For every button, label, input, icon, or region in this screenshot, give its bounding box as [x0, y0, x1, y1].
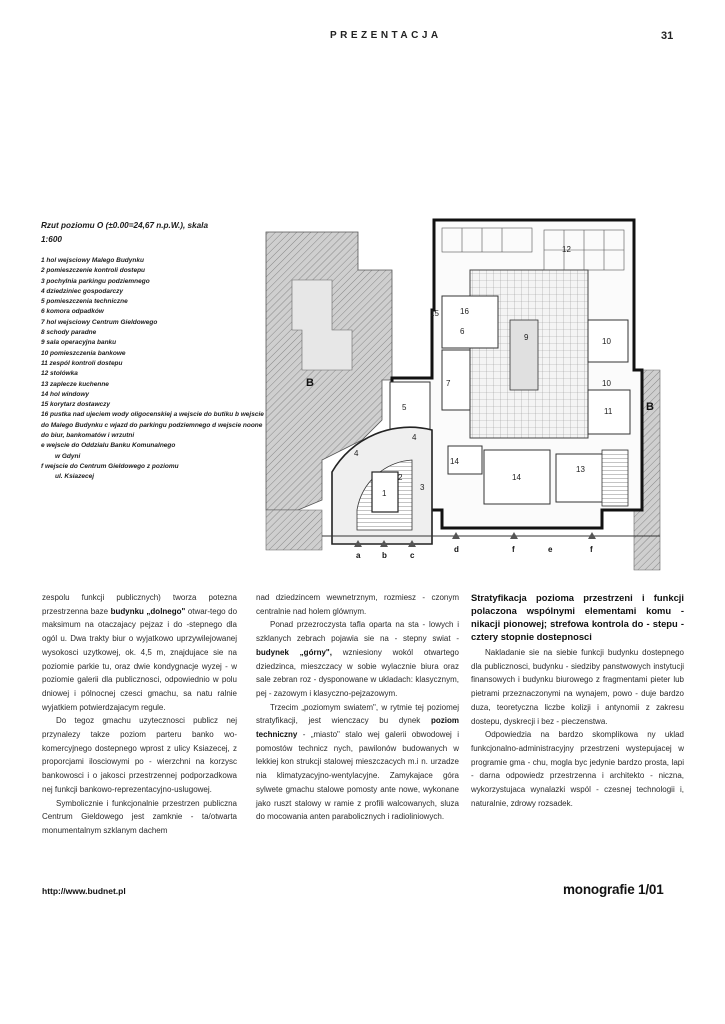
paragraph: Do tegoz gmachu uzytecznosci publicz nej przynalezy takze poziom parteru banko wo-komercyjnego dostepnego wprost z ulicy Ksiazecej, z proporcjami ilosciowymi po - wierzchni na korzysc bankowosci i o jakosci przestrzennej podporzadkowa nej funkcji bankowo-reprezentacyjno-uslugowej. — [42, 716, 237, 794]
legend-item: 2 pomieszczenie kontroli dostepu — [41, 267, 146, 275]
legend-item: 16 pustka nad ujeciem wody oligocenskiej a wejscie do butiku b wejscie do Malego Budynku c wjazd do parkingu podziemnego d wejscie noone do biur, bankomatów i wrzutni — [41, 411, 264, 440]
running-header: PREZENTACJA — [330, 30, 442, 41]
legend-item: 14 hol windowy — [41, 390, 90, 398]
text-column-3 — [471, 591, 684, 810]
entrance-letter: f — [590, 545, 593, 554]
room-number: 10 — [602, 379, 611, 388]
legend-item: 1 hol wejsciowy Malego Budynku — [41, 257, 144, 264]
paragraph: Odpowiedzia na bardzo skomplikowa ny uklad funkcjonalno-administracyjny przestrzeni wystepujacej w programie gma - chu, mogla byc jedynie bardzo prosta, lapi - darna odpowiedz przestrzenna i architekto - niczna, wykorzystujaca wynalazki wspól - czesnej technologii i, naturalnie, zdrowy rozsadek. — [471, 730, 684, 808]
caption-scale: 1:600 — [41, 235, 62, 244]
legend-item: 11 zespól kontroli dostepu — [41, 359, 123, 367]
room-number: 4 — [354, 449, 359, 458]
footer-brand: monografie 1/01 — [563, 882, 664, 897]
footer-url: http://www.budnet.pl — [42, 886, 126, 896]
room-number: 6 — [460, 327, 465, 336]
legend-item: ul. Ksiazecej — [55, 473, 95, 481]
paragraph: Ponad przezroczysta tafla oparta na sta - lowych i szklanych zebrach pojawia sie na - stepny swiat - budynek „górny", wzniesiony wokól otwartego dziedzinca, mieszczacy w sobie wylacznie biura oraz sale zebran roz - dysponowane w ukladach: klasycznym, pej - zazowym i klasyczno-pejzazowym. — [256, 620, 459, 698]
room-number: 3 — [420, 483, 425, 492]
entrance-letter: f — [512, 545, 515, 554]
room-number: 16 — [460, 307, 469, 316]
legend-item: 4 dziedziniec gospodarczy — [41, 287, 123, 295]
emphasis: budynku „dolnego" — [110, 606, 186, 616]
room-number: 10 — [602, 337, 611, 346]
room-number: 9 — [524, 333, 529, 342]
room-number: 14 — [450, 457, 459, 466]
section-heading: Stratyfikacja pozioma przestrzeni i funkcji polaczona wspólnymi elementami komu - nikacji pionowej; strefowa kontrola do - stepu - cztery stopnie dostepnosci — [471, 592, 684, 642]
legend-item: 5 pomieszczenia techniczne — [41, 298, 128, 306]
room-number: 12 — [562, 245, 571, 254]
room-number: 2 — [398, 473, 403, 482]
paragraph: Trzecim „poziomym swiatem", w rytmie tej poziomej stratyfikacji, jest wienczacy bu dynek poziom techniczny - „miasto" stalo wej galerii obwodowej i pomostów technicz nych, pawilonów budowanych w lekkiej kon strukcji stalowej mieszczacych m.i n. urzadze nia klimatyzacyjno-wentylacyjne. Zamykajace góra sylwete gmachu stalowe pomosty ante nowe, wykonane jako ruszt stalowy w ramie z profili walcowanych, sluza do mocowania anten parabolicznych i radioliniowych. — [256, 702, 459, 822]
legend-list — [41, 256, 266, 483]
legend-item: 7 hol wejsciowy Centrum Gieldowego — [41, 318, 158, 326]
legend-item: 15 korytarz dostawczy — [41, 401, 111, 409]
room-number: 11 — [604, 407, 613, 416]
room-number: 7 — [446, 379, 451, 388]
paragraph: nad dziedzincem wewnetrznym, rozmiesz - czonym centralnie nad holem glównym. — [256, 593, 459, 616]
legend-item: w Gdyni — [55, 452, 81, 460]
room-number: 15 — [430, 309, 439, 318]
room-number: 13 — [576, 465, 585, 474]
legend-item: 10 pomieszczenia bankowe — [41, 349, 126, 357]
legend-item: f wejscie do Centrum Gieldowego z poziomu — [41, 462, 179, 470]
floor-plan-drawing — [262, 210, 662, 582]
text-column-1 — [42, 591, 237, 838]
room-number: 4 — [412, 433, 417, 442]
text-column-2 — [256, 591, 459, 824]
parade-stairs — [602, 450, 628, 506]
entrance-letters — [356, 545, 593, 560]
entrance-letter: c — [410, 551, 415, 560]
page-number: 31 — [661, 30, 674, 42]
legend-item: 13 zaplecze kuchenne — [41, 380, 109, 388]
paragraph: Nakladanie sie na siebie funkcji budynku dostepnego dla publicznosci, budynku - siedziby panstwowych instytucji finansowych i budynku biurowego z fragmentami pieter lub pietrami przeznaczonymi na wynajem, powo - duje bardzo duza, teoretyczna liczbe kolizji i antynomii z zakresu dostepu, dyskrecji i bez - pieczenstwa. — [471, 648, 684, 726]
entrance-letter: d — [454, 545, 459, 554]
legend-item: 8 schody paradne — [41, 329, 97, 337]
legend-item: 6 komora odpadków — [41, 308, 104, 316]
entrance-letter: e — [548, 545, 553, 554]
paragraph: Symbolicznie i funkcjonalnie przestrzen publiczna Centrum Gieldowego jest zamknie - ta/otwarta monumentalnym szklanym dachem — [42, 798, 237, 835]
room-number: 14 — [512, 473, 521, 482]
legend-item: e wejscie do Oddzialu Banku Komunalnego — [41, 442, 176, 450]
entrance-letter: b — [382, 551, 387, 560]
legend-item: 3 pochylnia parkingu podziemnego — [41, 277, 150, 285]
section-label: B — [646, 401, 654, 413]
emphasis: poziom techniczny — [256, 716, 459, 740]
caption-title: Rzut poziomu O (±0.00=24,67 n.p.W.), skala — [41, 221, 208, 230]
legend-item: 12 stolówka — [41, 370, 78, 378]
emphasis: budynek „górny", — [256, 647, 332, 657]
figure-caption — [41, 219, 266, 483]
paragraph: zespolu funkcji publicznych) tworza potezna przestrzenna baze budynku „dolnego" otwar-tego do maksimum na otaczajacy pejzaz i do -stepnego dla ogól u. Dwa trakty biur o wyjatkowo uprzywilejowanej wysokosci uzytkowej, ok. 4,5 m, znajdujace sie na poziomie parkie tu, oraz dwie kondygnacje wyzej - w poziomie galerii dla publicznosci, odpowiednio w polu dniowej i pólnocnej czesci gmachu, sa natu ralnie wyjatkiem potwierdzajacym regule. — [42, 593, 238, 712]
room-number: 1 — [382, 489, 387, 498]
section-label: B — [306, 377, 314, 389]
entrance-letter: a — [356, 551, 361, 560]
room-number: 5 — [402, 403, 407, 412]
legend-item: 9 sala operacyjna banku — [41, 339, 117, 347]
